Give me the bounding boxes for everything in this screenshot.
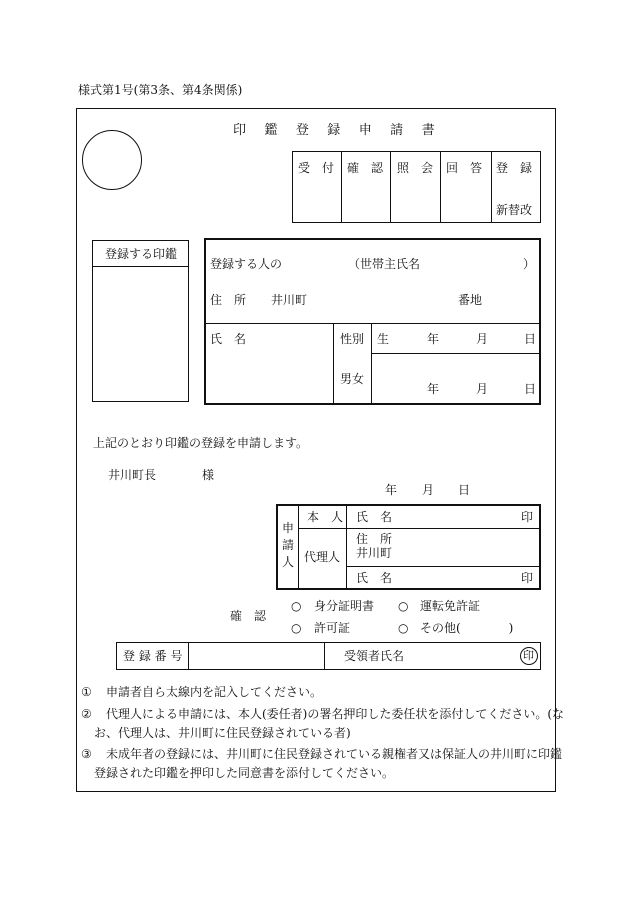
note-3-line-1: 未成年者の登録には、井川町に住民登録されている親権者又は保証人の井川町に印鑑 <box>106 747 563 761</box>
form-number-label: 様式第1号(第3条、第4条関係) <box>78 83 243 97</box>
registration-number-field[interactable] <box>192 645 320 667</box>
birth-month-label: 月 <box>476 332 489 346</box>
name-field[interactable] <box>210 350 328 398</box>
applicant-seal-mark: 印 <box>521 510 534 524</box>
sex-label: 性別 <box>340 332 365 346</box>
agent-name-label: 氏 名 <box>356 571 393 585</box>
note-2-num: ② <box>81 707 92 721</box>
agent-address-label: 住 所 <box>356 532 393 546</box>
seal-register-box[interactable] <box>92 240 189 402</box>
agent-name-field[interactable] <box>400 568 510 586</box>
address-field[interactable] <box>320 288 450 308</box>
verify-option-2: 運転免許証 <box>420 599 481 613</box>
addressee: 井川町長 <box>108 468 157 482</box>
registration-number-label: 登 録 番 号 <box>123 649 183 663</box>
stamp-shoukai: 照 会 <box>397 161 434 175</box>
stamp-kaitou: 回 答 <box>446 161 483 175</box>
date-month-label: 月 <box>476 382 489 396</box>
applicant-name-field[interactable] <box>400 508 510 526</box>
applicant-name-label: 氏 名 <box>356 510 393 524</box>
verify-radio-4[interactable]: ○ <box>398 621 409 635</box>
date-year-label: 年 <box>427 382 440 396</box>
address-label: 住 所 <box>210 293 247 307</box>
stamp-kakunin: 確 認 <box>347 161 384 175</box>
sex-values[interactable]: 男女 <box>340 372 365 386</box>
receiver-label: 受領者氏名 <box>344 649 405 663</box>
stamp-touroku: 登 録 <box>496 161 533 175</box>
date-day-label: 日 <box>524 382 537 396</box>
stamp-uketsuke: 受 付 <box>298 161 335 175</box>
verify-option-3: 許可証 <box>314 621 351 635</box>
verify-radio-2[interactable]: ○ <box>398 599 409 613</box>
receiver-seal-mark: 印 <box>523 649 534 662</box>
note-1-num: ① <box>81 685 92 699</box>
verify-option-4: その他( ) <box>420 621 514 635</box>
householder-close: ） <box>523 257 536 271</box>
birth-year-label: 年 <box>427 332 440 346</box>
agent-address-town: 井川町 <box>356 546 393 560</box>
application-statement: 上記のとおり印鑑の登録を申請します。 <box>93 436 309 450</box>
address-banchi: 番地 <box>458 293 483 307</box>
verify-radio-1[interactable]: ○ <box>291 599 302 613</box>
note-2-line-1: 代理人による申請には、本人(委任者)の署名押印した委任状を添付してください。(な <box>106 707 565 721</box>
seal-box-label: 登録する印鑑 <box>105 247 178 261</box>
name-label: 氏 名 <box>210 332 247 346</box>
addressee-sama: 様 <box>202 468 215 482</box>
verification-label: 確 認 <box>230 609 267 623</box>
apply-day-label: 日 <box>458 483 471 497</box>
birth-day-label: 日 <box>524 332 537 346</box>
householder-label: （世帯主氏名 <box>348 257 421 271</box>
apply-year-label: 年 <box>385 483 398 497</box>
note-3-num: ③ <box>81 747 92 761</box>
address-town: 井川町 <box>271 293 308 307</box>
agent-seal-mark: 印 <box>521 571 534 585</box>
form-title: 印 鑑 登 録 申 請 書 <box>233 123 442 138</box>
note-3-line-2: 登録された印鑑を押印した同意書を添付してください。 <box>94 766 395 780</box>
householder-name-field[interactable] <box>420 254 520 272</box>
applicant-self-label: 本 人 <box>307 510 344 524</box>
applicant-vertical-label: 申 請 人 <box>282 521 295 569</box>
verify-option-1: 身分証明書 <box>314 599 375 613</box>
registrant-label: 登録する人の <box>210 257 283 271</box>
apply-month-label: 月 <box>422 483 435 497</box>
stamp-shintaikai: 新替改 <box>496 203 533 217</box>
note-1-line-1: 申請者自ら太線内を記入してください。 <box>106 685 323 699</box>
note-2-line-2: お、代理人は、井川町に住民登録されている者) <box>94 726 351 740</box>
birth-label: 生 <box>377 332 390 346</box>
verify-radio-3[interactable]: ○ <box>291 621 302 635</box>
seal-circle <box>82 130 142 190</box>
applicant-agent-label: 代理人 <box>304 550 341 564</box>
